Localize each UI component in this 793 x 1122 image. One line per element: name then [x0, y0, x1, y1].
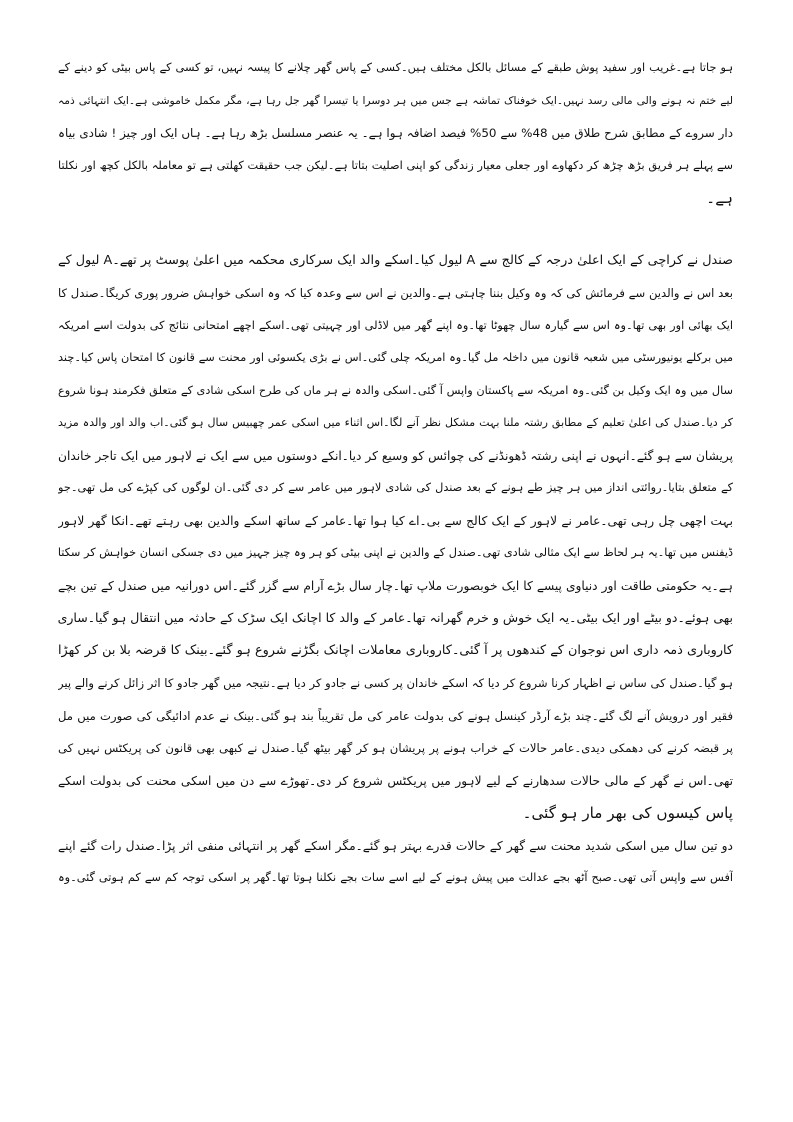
text-line: دار سروے کے مطابق شرح طلاق میں 48% سے 50% فیصد اضافہ ہوا ہے۔ یہ عنصر مسلسل بڑھ رہا ہے۔ ہاں ایک اور چیز ! شادی بیاہ [58, 126, 733, 140]
text-line: صندل نے کراچی کے ایک اعلیٰ درجہ کے کالج سے A لیول کیا۔اسکے والد ایک سرکاری محکمہ میں اعلیٰ پوسٹ پر تھے۔A لیول کے [58, 252, 733, 268]
text-line: ایک بھائی اور بھی تھا۔وہ اس سے گیارہ سال چھوٹا تھا۔وہ اپنے گھر میں لاڈلی اور چہیتی تھی۔اسکے اچھے امتحانی نتائج کی بدولت اسے امریکہ [58, 318, 733, 332]
text-line: میں برکلے یونیورسٹی میں شعبہ قانون میں داخلہ مل گیا۔وہ امریکہ چلی گئی۔اس نے بڑی یکسوئی اور محنت سے قانون کا امتحان پاس کیا۔چند [58, 351, 733, 364]
text-line: ہے۔یہ حکومتی طاقت اور دنیاوی پیسے کا ایک خوبصورت ملاپ تھا۔چار سال بڑے آرام سے گزر گئے۔اس دورانیہ میں صندل کے تین بچے [58, 578, 733, 593]
text-line: بہت اچھی چل رہی تھی۔عامر نے لاہور کے ایک کالج سے بی۔اے کیا ہوا تھا۔عامر کے ساتھ اسکے والدین بھی رہتے تھے۔انکا گھر لاہور [58, 513, 733, 528]
text-line: کے متعلق بتایا۔روائتی انداز میں ہر چیز طے ہونے کے بعد صندل کی شادی لاہور میں عامر سے کر دی گئی۔ان لوگوں کی کپڑے کی مل تھی۔جو [58, 481, 733, 494]
paragraph-3 [58, 830, 733, 895]
text-line: کر دیا۔صندل کی اعلیٰ تعلیم کے مطابق رشتہ ملنا بہت مشکل نظر آنے لگا۔اس اثناء میں اسکی عمر چھبیس سال ہو گئی۔اب والد اور والدہ مزید [58, 416, 733, 429]
text-line: دو تین سال میں اسکی شدید محنت سے گھر کے حالات قدرے بہتر ہو گئے۔مگر اسکے گھر پر انتہائی منفی اثر پڑا۔صندل رات گئے اپنے [58, 838, 733, 853]
text-line: آفس سے واپس آتی تھی۔صبح آٹھ بجے عدالت میں پیش ہونے کے لیے اسے سات بجے نکلنا ہوتا تھا۔گھر پر اسکی توجہ کم سے کم ہوتی گئی۔وہ [58, 871, 733, 884]
paragraph-2 [58, 245, 733, 830]
text-line: تھی۔اس نے گھر کے مالی حالات سدھارنے کے لیے لاہور میں پریکٹس شروع کر دی۔تھوڑے سے دن میں اسکی محنت کی بدولت اسکے [58, 773, 733, 788]
paragraph-gap [58, 215, 733, 245]
text-line: ہو جاتا ہے۔غریب اور سفید پوش طبقے کے مسائل بالکل مختلف ہیں۔کسی کے پاس گھر چلانے کا پیسہ نہیں، تو کسی کے پاس بیٹی کو دینے کے [58, 61, 733, 74]
text-line: ہے۔ [706, 189, 733, 207]
text-line: پاس کیسوں کی بھر مار ہو گئی۔ [522, 804, 733, 822]
text-line: پریشان سے ہو گئے۔انہوں نے اپنی رشتہ ڈھونڈنے کی چوائس کو وسیع کر دیا۔انکے دوستوں میں سے ایک نے لاہور میں ایک تاجر خاندان [58, 448, 733, 463]
text-line: فقیر اور درویش آنے لگ گئے۔چند بڑے آرڈر کینسل ہونے کی بدولت عامر کی مل تقریباً بند ہو گئی۔بینک نے عدم ادائیگی کی صورت میں مل [58, 708, 733, 723]
paragraph-1 [58, 52, 733, 215]
document-page [58, 52, 733, 895]
text-line: ہو گیا۔صندل کی ساس نے اظہار کرنا شروع کر دیا کہ اسکے خاندان پر کسی نے جادو کر دیا ہے۔نتیجہ میں گھر جادو کا اثر زائل کرنے والے پیر [58, 676, 733, 690]
text-line: سال میں وہ ایک وکیل بن گئی۔وہ امریکہ سے پاکستان واپس آ گئی۔اسکی والدہ نے ہر ماں کی طرح اسکی شادی کے متعلق فکرمند ہونا شروع [58, 383, 733, 397]
text-line: ڈیفنس میں تھا۔یہ ہر لحاظ سے ایک مثالی شادی تھی۔صندل کے والدین نے اپنی بیٹی کو ہر وہ چیز جہیز میں دی جسکی انسان خواہش کر سکتا [58, 546, 733, 559]
text-line: بھی ہوئے۔دو بیٹے اور ایک بیٹی۔یہ ایک خوش و خرم گھرانہ تھا۔عامر کے والد کا اچانک ایک سڑک کے حادثہ میں انتقال ہو گیا۔ساری [58, 610, 733, 625]
text-line: پر قبضہ کرنے کی دھمکی دیدی۔عامر حالات کے خراب ہونے پر پریشان ہو کر گھر بیٹھ گیا۔صندل نے کبھی بھی قانون کی پریکٹس نہیں کی [58, 741, 733, 755]
text-line: کاروباری ذمہ داری اس نوجوان کے کندھوں پر آ گئی۔کاروباری معاملات اچانک بگڑنے شروع ہو گئے۔بینک کا قرضہ بلا بن کر کھڑا [58, 642, 733, 658]
text-line: لیے ختم نہ ہونے والی مالی رسد نہیں۔ایک خوفناک تماشہ ہے جس میں ہر دوسرا یا تیسرا گھر جل رہا ہے، مگر مکمل خاموشی ہے۔ایک انتہائی ذمہ [58, 93, 733, 107]
text-line: سے پہلے ہر فریق بڑھ چڑھ کر دکھاوے اور جعلی معیار زندگی کو اپنی اصلیت بتاتا ہے۔لیکن جب حقیقت کھلتی ہے تو معاملہ بالکل کچھ اور نکلتا [58, 158, 733, 172]
text-line: بعد اس نے والدین سے فرمائش کی کہ وہ وکیل بننا چاہتی ہے۔والدین نے اس سے وعدہ کیا کہ وہ اسکی خواہش ضرور پوری کریگا۔صندل کا [58, 286, 733, 300]
